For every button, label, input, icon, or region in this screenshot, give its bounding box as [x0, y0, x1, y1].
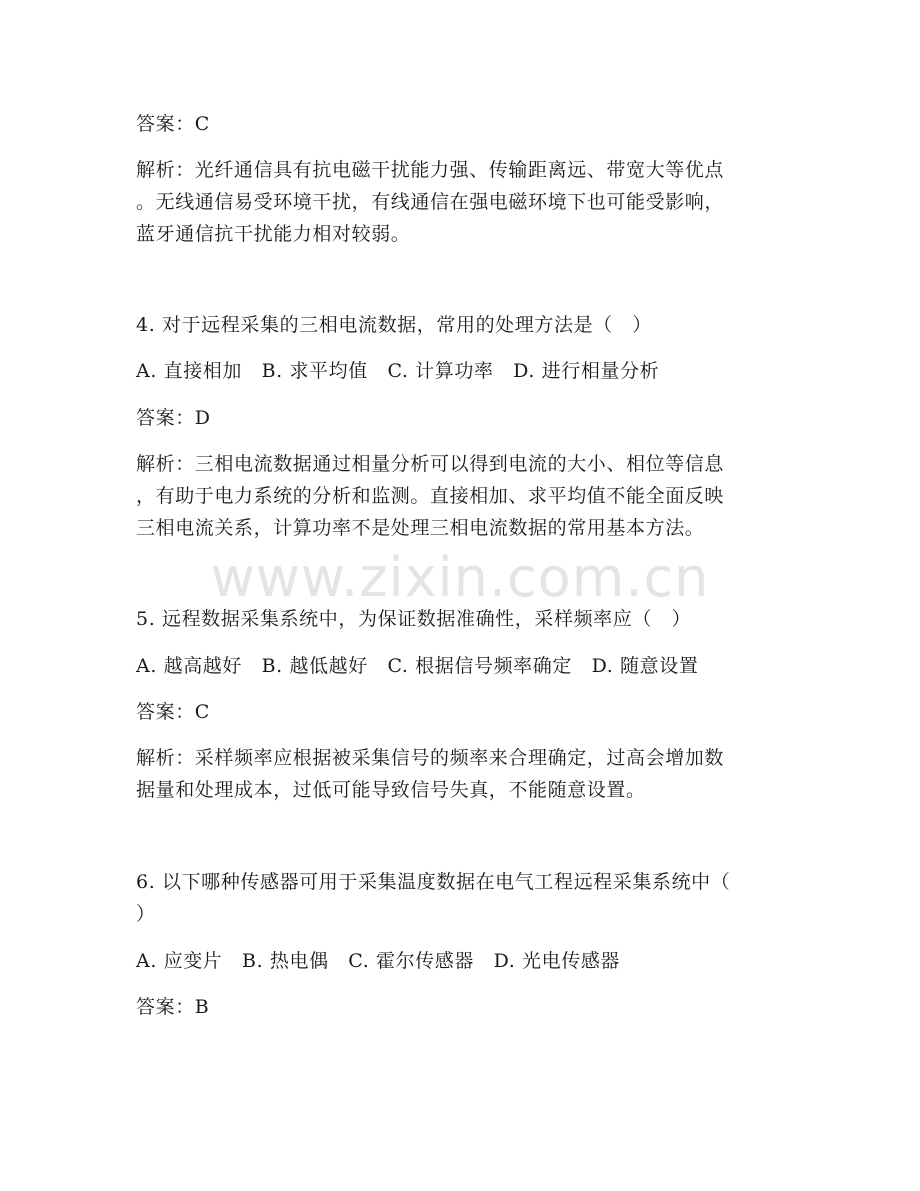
q4-explanation-line-1: 解析：三相电流数据通过相量分析可以得到电流的大小、相位等信息 [136, 453, 725, 475]
q3-explanation-line-2: 。无线通信易受环境干扰，有线通信在强电磁环境下也可能受影响， [136, 191, 725, 213]
q3-explanation-line-3: 蓝牙通信抗干扰能力相对较弱。 [136, 223, 411, 245]
q5-options: A. 越高越好 B. 越低越好 C. 根据信号频率确定 D. 随意设置 [136, 655, 699, 677]
q6-question-line-2: ） [136, 903, 156, 925]
q4-explanation-line-2: ，有助于电力系统的分析和监测。直接相加、求平均值不能全面反映 [136, 485, 725, 507]
q3-answer: 答案：C [136, 113, 210, 135]
q5-explanation-line-1: 解析：采样频率应根据被采集信号的频率来合理确定，过高会增加数 [136, 747, 725, 769]
watermark: www.zixin.com.cn [210, 546, 710, 609]
q5-explanation-line-2: 据量和处理成本，过低可能导致信号失真，不能随意设置。 [136, 779, 646, 801]
q4-options: A. 直接相加 B. 求平均值 C. 计算功率 D. 进行相量分析 [136, 360, 660, 382]
q6-options: A. 应变片 B. 热电偶 C. 霍尔传感器 D. 光电传感器 [136, 950, 621, 972]
q5-answer: 答案：C [136, 701, 210, 723]
q6-answer: 答案：B [136, 996, 210, 1018]
q4-answer: 答案：D [136, 407, 211, 429]
q4-question: 4. 对于远程采集的三相电流数据，常用的处理方法是（ ） [136, 314, 652, 336]
q5-question: 5. 远程数据采集系统中，为保证数据准确性，采样频率应（ ） [136, 608, 692, 630]
q6-question-line-1: 6. 以下哪种传感器可用于采集温度数据在电气工程远程采集系统中（ [136, 871, 731, 893]
q4-explanation-line-3: 三相电流关系，计算功率不是处理三相电流数据的常用基本方法。 [136, 517, 705, 539]
q3-explanation-line-1: 解析：光纤通信具有抗电磁干扰能力强、传输距离远、带宽大等优点 [136, 159, 725, 181]
